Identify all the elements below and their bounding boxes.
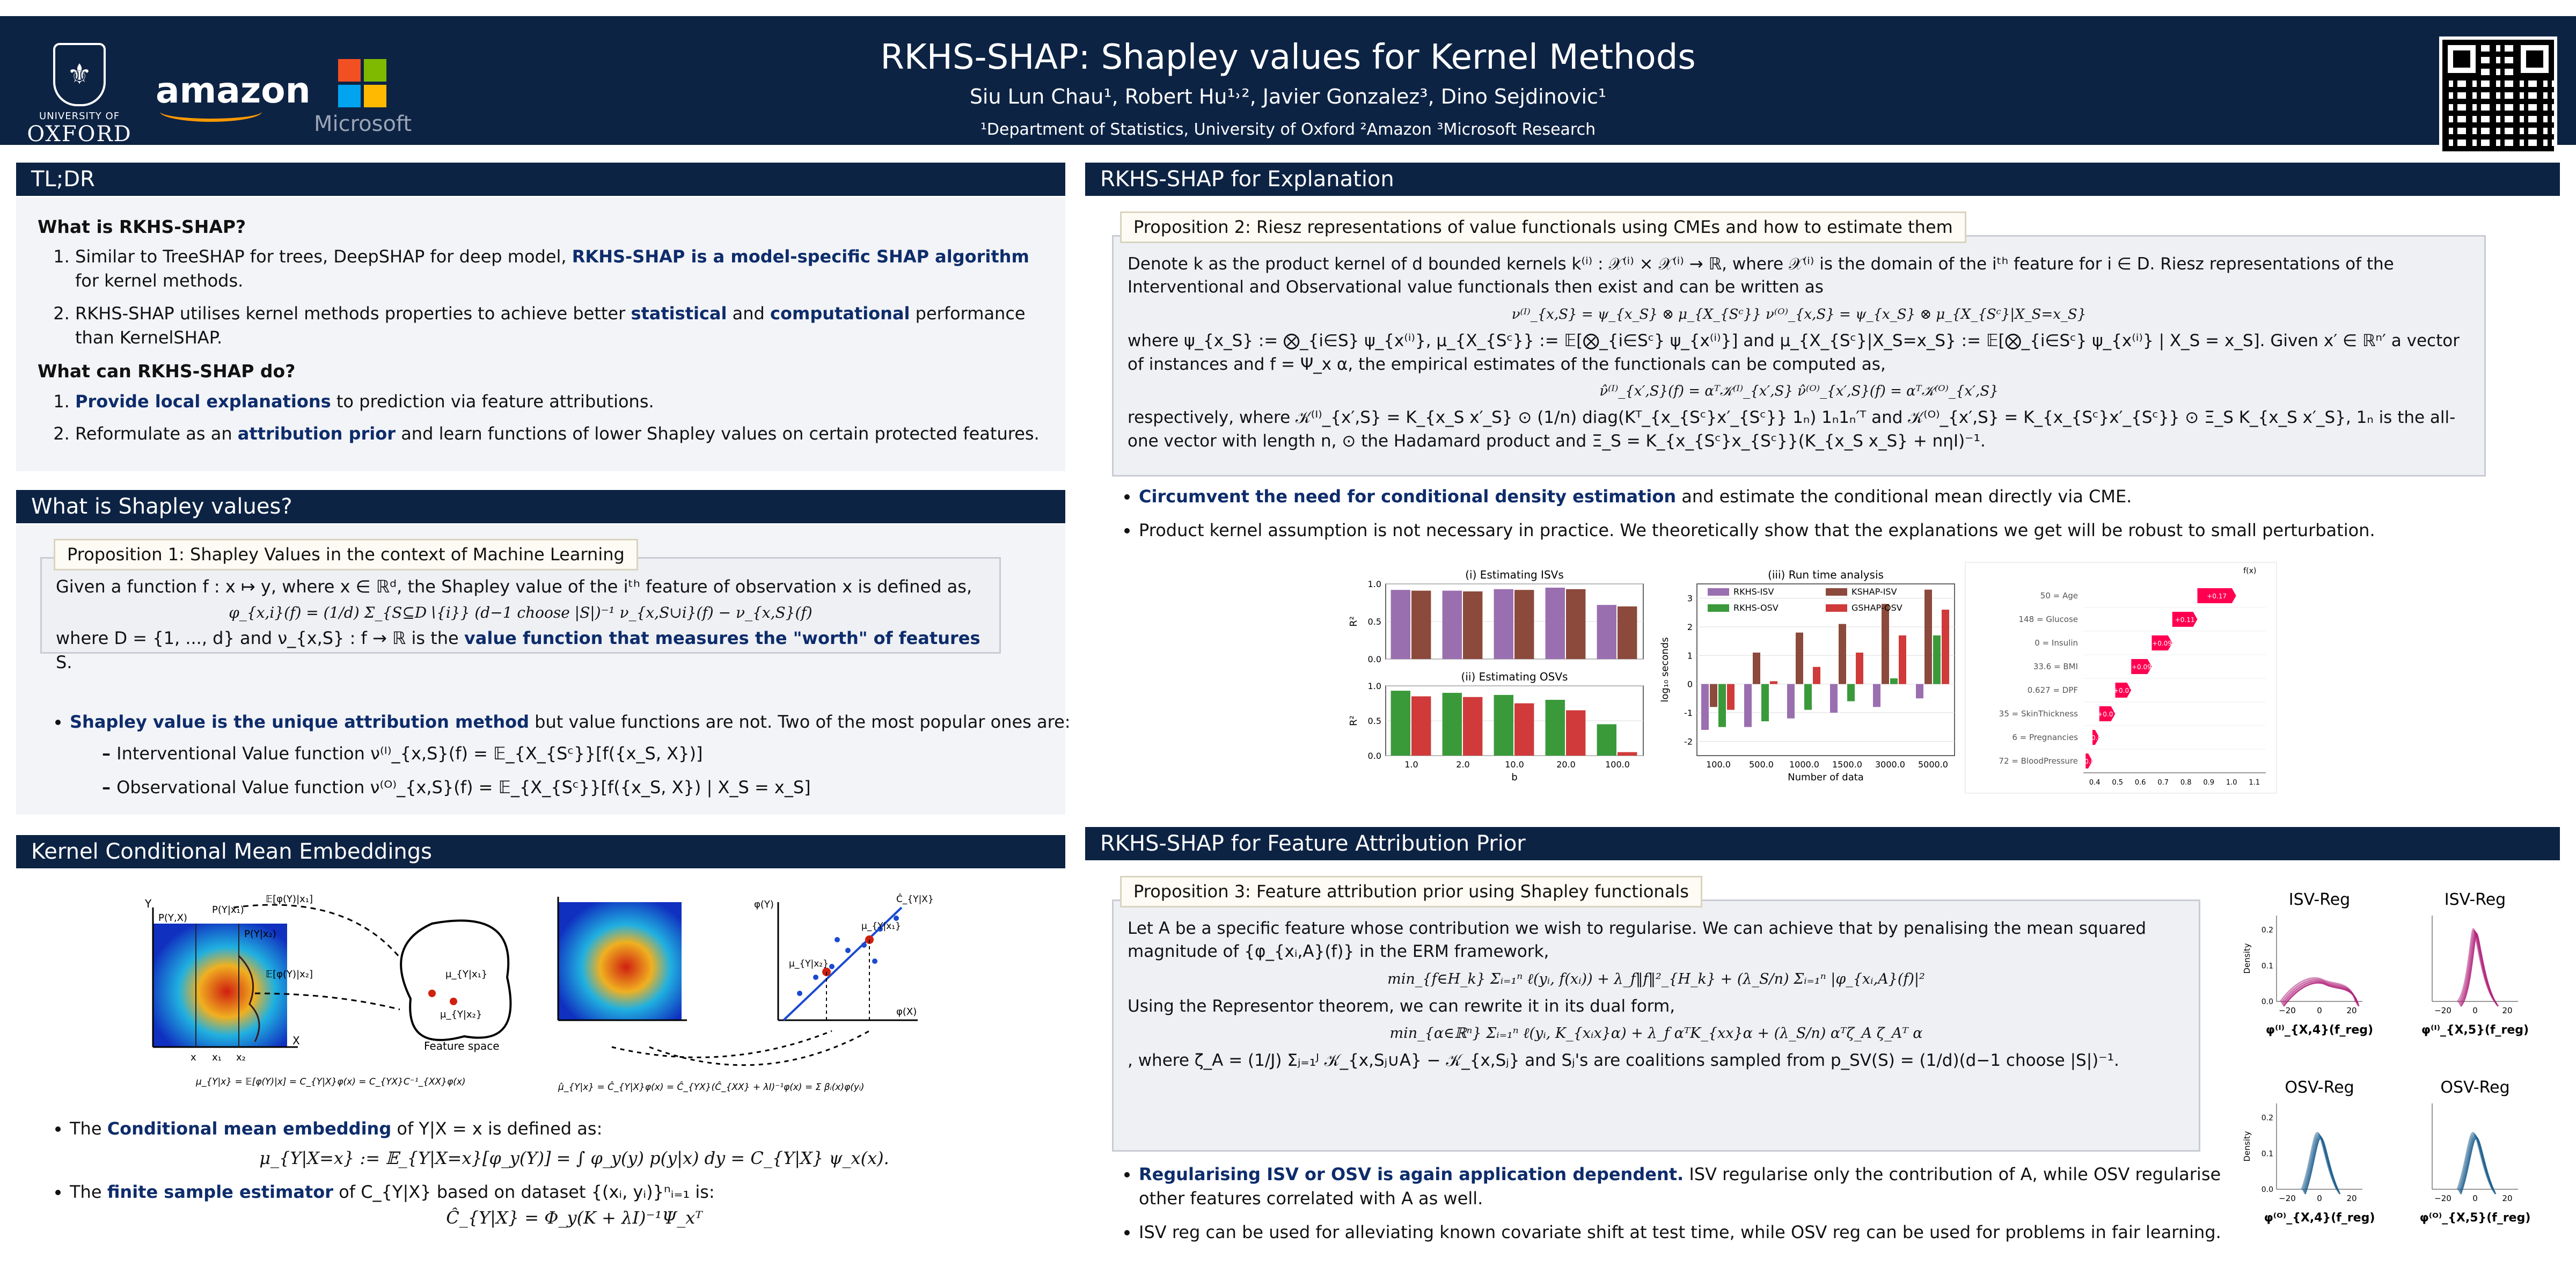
x-tick-label: −20 bbox=[2434, 1194, 2451, 1203]
bar bbox=[1761, 684, 1769, 721]
poster-title: RKHS-SHAP: Shapley values for Kernel Methods bbox=[880, 38, 1696, 77]
x-tick-label: 1.0 bbox=[2226, 779, 2237, 787]
contribution-label: +0.07 bbox=[2097, 711, 2118, 718]
bar bbox=[1916, 684, 1923, 699]
y-tick-label: 0 bbox=[1687, 679, 1693, 690]
cme-equation: μ_{Y|X=x} := 𝔼_{Y|X=x}[φ_y(Y)] = ∫ φ_y(y) p(y|x) dy = C_{Y|X} ψ_x(x). bbox=[259, 1147, 889, 1168]
list-item: • Shapley value is the unique attribution method but value functions are not. Two of the most popular ones are: – Interventional Value function ν⁽ᴵ⁾_{x,S}(f) = 𝔼_{X_{Sᶜ}}[f({x_S, X})] – Observational Value function ν⁽ᴼ⁾_{x,S}(f) = 𝔼_{X_{Sᶜ}}[f({x_S, X}) | X_S = x_S] bbox=[70, 710, 1079, 799]
fig-left-caption: μ_{Y|x} = 𝔼[φ(Y)|x] = C_{Y|X}φ(x) = C_{YX}C⁻¹_{XX}φ(x) bbox=[196, 1077, 466, 1087]
waterfall-title: f(x) bbox=[2243, 567, 2257, 575]
poster-header bbox=[0, 16, 2576, 145]
prop1-line2: where D = {1, ..., d} and ν_{x,S} : f → ℝ is the value function that measures the "worth" of features S. bbox=[56, 627, 980, 672]
oxford-logo-text: OXFORD bbox=[27, 122, 132, 147]
y-tick-label: 1.0 bbox=[1367, 579, 1381, 589]
kcme-bullets bbox=[38, 1117, 1079, 1240]
mu-x1-point bbox=[428, 990, 436, 997]
cme-estimator-equation: Ĉ_{Y|X} = Φ_y(K + λI)⁻¹Ψ_xᵀ bbox=[446, 1208, 702, 1228]
kcme-section bbox=[16, 870, 1065, 1278]
bar bbox=[1443, 693, 1462, 756]
bar bbox=[1890, 678, 1898, 684]
oxford-logo-small-text: UNIVERSITY OF bbox=[39, 111, 120, 122]
y-tick-label: 0.1 bbox=[2261, 1150, 2273, 1159]
list-item: • ISV reg can be used for alleviating known covariate shift at test time, while OSV reg can be used for problems in fair learning. bbox=[1139, 1220, 2239, 1245]
density-title: ISV-Reg bbox=[2444, 890, 2506, 909]
feature-label: 33.6 = BMI bbox=[2033, 662, 2078, 671]
fig-left-emb1-label: 𝔼[φ(Y)|x₁] bbox=[266, 894, 313, 905]
contribution-label: +0.11 bbox=[2175, 616, 2195, 624]
chart-title: (ii) Estimating OSVs bbox=[1461, 670, 1568, 683]
x-tick-label: 5000.0 bbox=[1918, 759, 1948, 770]
x-tick-label: 500.0 bbox=[1749, 759, 1774, 770]
y-axis-label: Density bbox=[2242, 943, 2252, 974]
fig-left-pyx-label: P(Y,X) bbox=[158, 912, 187, 924]
prior-bullets bbox=[1107, 1162, 2239, 1254]
feature-label: 50 = Age bbox=[2040, 591, 2078, 601]
prop3-paragraph-2: Using the Representor theorem, we can rewrite it in its dual form, bbox=[1128, 996, 1675, 1016]
y-tick-label: 1.0 bbox=[1367, 681, 1381, 691]
microsoft-logo-text: Microsoft bbox=[314, 112, 412, 136]
value-function-list bbox=[70, 742, 1079, 800]
x-tick-label: 1.0 bbox=[1404, 759, 1418, 770]
y-axis-label: Density bbox=[2242, 1131, 2252, 1162]
y-tick-label: 0.2 bbox=[2261, 1114, 2273, 1123]
x-tick-label: 10.0 bbox=[1505, 759, 1524, 770]
x-tick-label: 20 bbox=[2502, 1006, 2513, 1015]
list-item: • Product kernel assumption is not necessary in practice. We theoretically show that the explanations we get will be robust to small perturbation. bbox=[1139, 518, 2566, 543]
x-tick-label: −20 bbox=[2434, 1006, 2451, 1015]
x-tick-label: 0 bbox=[2317, 1194, 2322, 1203]
bar bbox=[1494, 589, 1513, 659]
fig-right-mu2-label: μ_{Y|x₂} bbox=[789, 958, 829, 969]
explain-bullets bbox=[1107, 485, 2566, 552]
fig-right-phiX-label: φ(X) bbox=[896, 1006, 917, 1018]
bar bbox=[1813, 667, 1820, 684]
density-x-label: φ⁽ᴼ⁾_{X,5}(f_reg) bbox=[2419, 1211, 2531, 1225]
poster-affiliations: ¹Department of Statistics, University of Oxford ²Amazon ³Microsoft Research bbox=[980, 120, 1596, 139]
bar bbox=[1804, 684, 1812, 710]
legend-swatch bbox=[1826, 604, 1847, 612]
density-title: OSV-Reg bbox=[2285, 1078, 2354, 1097]
proposition-1-title: Proposition 1: Shapley Values in the context of Machine Learning bbox=[54, 539, 638, 570]
bar bbox=[1839, 624, 1846, 684]
x-tick-label: 1.1 bbox=[2249, 779, 2260, 787]
bar bbox=[1463, 697, 1482, 756]
list-item: • The finite sample estimator of C_{Y|X} based on dataset {(xᵢ, yᵢ)}ⁿᵢ₌₁ is: Ĉ_{Y|X} = Φ_y(K + λI)⁻¹Ψ_xᵀ bbox=[70, 1180, 1079, 1231]
list-item: 2. Reformulate as an attribution prior and learn functions of lower Shapley values on certain protected features. bbox=[75, 422, 1044, 446]
y-axis-label: R² bbox=[1348, 616, 1359, 627]
bar bbox=[1411, 697, 1431, 756]
fig-left-x-label: x bbox=[191, 1052, 196, 1063]
x-tick-label: 0 bbox=[2317, 1006, 2322, 1015]
bar bbox=[1856, 653, 1863, 684]
y-tick-label: 0.0 bbox=[1367, 751, 1381, 761]
tldr-question-1: What is RKHS-SHAP? bbox=[38, 216, 246, 237]
bar bbox=[1566, 589, 1585, 659]
poster-authors: Siu Lun Chau¹, Robert Hu¹˒², Javier Gonzalez³, Dino Sejdinovic¹ bbox=[969, 85, 1607, 108]
contribution-label: +0.09 bbox=[2131, 663, 2151, 671]
bar bbox=[1618, 606, 1637, 659]
bar bbox=[1718, 684, 1726, 727]
chart-title: (i) Estimating ISVs bbox=[1465, 568, 1564, 581]
fig-left-X-label: X bbox=[292, 1034, 300, 1047]
bar bbox=[1618, 752, 1637, 756]
legend-label: RKHS-OSV bbox=[1733, 603, 1779, 613]
y-tick-label: 1 bbox=[1687, 650, 1693, 661]
x-tick-label: 100.0 bbox=[1605, 759, 1630, 770]
list-item: 1. Similar to TreeSHAP for trees, DeepSHAP for deep model, RKHS-SHAP is a model-specific SHAP algorithm for kernel methods. bbox=[75, 245, 1044, 293]
fig-left-emb2-label: 𝔼[φ(Y)|x₂] bbox=[266, 969, 313, 980]
density-x-label: φ⁽ᴵ⁾_{X,4}(f_reg) bbox=[2265, 1023, 2374, 1037]
proposition-1-box bbox=[40, 557, 1001, 672]
tldr-section bbox=[16, 197, 1065, 471]
list-item: 1. Provide local explanations to prediction via feature attributions. bbox=[75, 390, 1044, 414]
estimate-equation: ν̂⁽ᴵ⁾_{x′,S}(f) = αᵀ𝒦⁽ᴵ⁾_{x′,S} ν̂⁽ᴼ⁾_{x′,S}(f) = αᵀ𝒦⁽ᴼ⁾_{x′,S} bbox=[1599, 383, 1999, 399]
bar bbox=[1830, 684, 1838, 713]
fig-left-x1-label: x₁ bbox=[212, 1052, 222, 1063]
list-item: • Regularising ISV or OSV is again application dependent. ISV regularise only the contribution of A, while OSV regularise other features correlated with A as well. bbox=[1139, 1162, 2239, 1211]
y-tick-label: 3 bbox=[1687, 593, 1693, 604]
density-curve bbox=[2282, 981, 2358, 1005]
mapping-arrow-2 bbox=[649, 1031, 869, 1065]
bar bbox=[1899, 635, 1906, 684]
tldr-list-2 bbox=[38, 390, 1044, 447]
prior-section bbox=[1085, 862, 2560, 1280]
y-tick-label: 0.2 bbox=[2261, 926, 2273, 935]
shapley-heading: What is Shapley values? bbox=[16, 490, 1065, 523]
fig-left-mu2-label: μ_{Y|x₂} bbox=[440, 1009, 482, 1020]
feature-space-blob bbox=[401, 920, 510, 1040]
y-tick-label: -1 bbox=[1684, 708, 1693, 718]
legend-label: KSHAP-ISV bbox=[1851, 587, 1897, 597]
prop3-paragraph-3: , where ζ_A = (1/J) Σⱼ₌₁ᴶ 𝒦_{x,Sⱼ∪A} − 𝒦_{x,Sⱼ} and Sⱼ's are coalitions sampled from p_SV(S) = (1/d)(d−1 choose |S|)⁻¹. bbox=[1128, 1050, 2119, 1070]
prop2-paragraph-2: where ψ_{x_S} := ⨂_{i∈S} ψ_{x⁽ⁱ⁾}, μ_{X_{Sᶜ}} := 𝔼[⨂_{i∈Sᶜ} ψ_{x⁽ⁱ⁾}] and μ_{X_{Sᶜ}|X_S=x_S} := 𝔼[⨂_{i∈Sᶜ} ψ_{x⁽ⁱ⁾} | X_S = x_S]. Given x′ ∈ ℝⁿ′ a vector of instances and f = Ψ_x α, the empirical estimates of the functionals can be computed as, bbox=[1128, 331, 2460, 374]
chart-title: (iii) Run time analysis bbox=[1768, 568, 1884, 581]
bar bbox=[1597, 605, 1616, 659]
y-tick-label: 0.5 bbox=[1367, 617, 1381, 627]
bar bbox=[1942, 610, 1949, 684]
y-tick-label: -2 bbox=[1684, 736, 1693, 747]
bar bbox=[1847, 684, 1855, 701]
fig-left-y-label: Y bbox=[145, 897, 152, 910]
legend-label: GSHAP-OSV bbox=[1851, 603, 1902, 613]
bar bbox=[1744, 684, 1752, 727]
list-item: • The Conditional mean embedding of Y|X = x is defined as: μ_{Y|X=x} := 𝔼_{Y|X=x}[φ_y(Y)] = ∫ φ_y(y) p(y|x) dy = C_{Y|X} ψ_x(x). bbox=[70, 1117, 1079, 1170]
x-tick-label: 0.9 bbox=[2203, 779, 2215, 787]
list-item: 2. RKHS-SHAP utilises kernel methods properties to achieve better statistical and computational performance than KernelSHAP. bbox=[75, 302, 1044, 350]
density-x-label: φ⁽ᴼ⁾_{X,4}(f_reg) bbox=[2264, 1211, 2375, 1225]
x-tick-label: 20.0 bbox=[1556, 759, 1576, 770]
bar bbox=[1391, 691, 1410, 756]
feature-label: 35 = SkinThickness bbox=[1999, 709, 2078, 719]
bar bbox=[1770, 681, 1777, 684]
fig-right-caption: μ̂_{Y|x} = Ĉ_{Y|X}φ(x) = Ĉ_{YX}(Ĉ_{XX} + λI)⁻¹φ(x) = Σ βᵢ(x)φ(yᵢ) bbox=[558, 1082, 865, 1093]
joint-density-heatmap-2 bbox=[558, 902, 682, 1020]
list-item: – Interventional Value function ν⁽ᴵ⁾_{x,S}(f) = 𝔼_{X_{Sᶜ}}[f({x_S, X})] bbox=[102, 742, 1079, 766]
density-title: ISV-Reg bbox=[2288, 890, 2351, 909]
bar bbox=[1933, 635, 1941, 684]
x-tick-label: −20 bbox=[2279, 1194, 2296, 1203]
density-title: OSV-Reg bbox=[2440, 1078, 2510, 1097]
contribution-label: +0.09 bbox=[2152, 640, 2172, 647]
shapley-bullets bbox=[38, 710, 1079, 809]
kcme-heading: Kernel Conditional Mean Embeddings bbox=[16, 835, 1065, 868]
proposition-3-box bbox=[1112, 899, 2200, 1152]
x-tick-label: 0.8 bbox=[2180, 779, 2192, 787]
fig-left-x2-label: x₂ bbox=[236, 1052, 246, 1063]
mu-x2-point bbox=[450, 998, 457, 1005]
prior-heading: RKHS-SHAP for Feature Attribution Prior bbox=[1085, 827, 2560, 860]
y-tick-label: 2 bbox=[1687, 622, 1693, 632]
contribution-label: +0.17 bbox=[2207, 592, 2227, 600]
bar bbox=[1391, 590, 1410, 659]
legend-swatch bbox=[1826, 588, 1847, 596]
fig-left-py2-label: P(Y|x₂) bbox=[244, 928, 276, 940]
y-tick-label: 0.0 bbox=[1367, 654, 1381, 664]
bar bbox=[1710, 684, 1717, 707]
feature-label: 0.627 = DPF bbox=[2027, 685, 2078, 695]
bar bbox=[1753, 653, 1760, 684]
chart-isv bbox=[1348, 568, 1649, 670]
prop3-paragraph-1: Let A be a specific feature whose contribution we wish to regularise. We can achieve that by penalising the mean squared magnitude of {φ_{xᵢ,A}(f)} in the ERM framework, bbox=[1128, 919, 2147, 962]
fig-right-phiY-label: φ(Y) bbox=[754, 899, 774, 910]
chart-waterfall bbox=[1965, 562, 2277, 793]
bar bbox=[1546, 700, 1565, 756]
y-axis-label: R² bbox=[1348, 715, 1359, 726]
bar bbox=[1727, 684, 1735, 710]
amazon-logo-text: amazon bbox=[156, 70, 311, 111]
tldr-heading: TL;DR bbox=[16, 163, 1065, 196]
list-item: – Observational Value function ν⁽ᴼ⁾_{x,S}(f) = 𝔼_{X_{Sᶜ}}[f({x_S, X}) | X_S = x_S] bbox=[102, 775, 1079, 800]
tldr-list-1 bbox=[38, 245, 1044, 349]
bar bbox=[1514, 704, 1534, 756]
bar bbox=[1873, 684, 1880, 707]
joint-density-heatmap bbox=[153, 924, 287, 1047]
x-tick-label: 0.4 bbox=[2089, 779, 2101, 787]
x-tick-label: −20 bbox=[2279, 1006, 2296, 1015]
bar bbox=[1566, 711, 1585, 756]
prop2-paragraph-3: respectively, where 𝒦⁽ᴵ⁾_{x′,S} = K_{x_S x′_S} ⊙ (1/n) diag(Kᵀ_{x_{Sᶜ}x′_{Sᶜ}} 1ₙ) 1ₙ1ₙ′ᵀ and 𝒦⁽ᴼ⁾_{x′,S} = K_{x_{Sᶜ}x′_{Sᶜ}} ⊙ Ξ_S K_{x_S x′_S}, 1ₙ is the all-one vector with length n, ⊙ the Hadamard product and Ξ_S = K_{x_{Sᶜ}x_{Sᶜ}}(K_{x_S x_S} + nηI)⁻¹. bbox=[1128, 408, 2456, 451]
feature-space-label: Feature space bbox=[424, 1040, 500, 1052]
proposition-2-box bbox=[1112, 235, 2486, 477]
dual-equation: min_{α∈ℝⁿ} Σᵢ₌₁ⁿ ℓ(yᵢ, K_{xᵢx}α) + λ_f αᵀK_{xx}α + (λ_S/n) αᵀζ_A ζ_Aᵀ α bbox=[1389, 1024, 1923, 1042]
bar bbox=[1443, 591, 1462, 659]
feature-label: 148 = Glucose bbox=[2018, 614, 2078, 624]
bar bbox=[1494, 695, 1513, 756]
density-plots bbox=[2239, 883, 2550, 1270]
y-tick-label: 0.5 bbox=[1367, 716, 1381, 726]
bar bbox=[1411, 591, 1431, 659]
fig-right-C-label: Ĉ_{Y|X} bbox=[896, 894, 934, 905]
x-tick-label: 1500.0 bbox=[1832, 759, 1862, 770]
proposition-3-title: Proposition 3: Feature attribution prior using Shapley functionals bbox=[1120, 876, 1702, 908]
riesz-equation: ν⁽ᴵ⁾_{x,S} = ψ_{x_S} ⊗ μ_{X_{Sᶜ}} ν⁽ᴼ⁾_{x,S} = ψ_{x_S} ⊗ μ_{X_{Sᶜ}|X_S=x_S} bbox=[1511, 306, 2087, 323]
feature-label: 6 = Pregnancies bbox=[2012, 733, 2078, 742]
bar bbox=[1796, 633, 1803, 684]
tldr-question-2: What can RKHS-SHAP do? bbox=[38, 361, 296, 382]
y-tick-label: 0.0 bbox=[2261, 998, 2273, 1006]
x-tick-label: 100.0 bbox=[1706, 759, 1731, 770]
prop2-paragraph-1: Denote k as the product kernel of d bounded kernels k⁽ⁱ⁾ : 𝒳⁽ⁱ⁾ × 𝒳⁽ⁱ⁾ → ℝ, where 𝒳⁽ⁱ⁾ is the domain of the iᵗʰ feature for i ∈ D. Riesz representations of the Interventional and Observational value functionals then exist and can be written as bbox=[1128, 254, 2394, 297]
density-x-label: φ⁽ᴵ⁾_{X,5}(f_reg) bbox=[2421, 1023, 2529, 1037]
x-tick-label: 20 bbox=[2502, 1194, 2513, 1203]
bar bbox=[1546, 588, 1565, 659]
y-tick-label: 0.0 bbox=[2261, 1185, 2273, 1194]
legend-label: RKHS-ISV bbox=[1733, 587, 1774, 597]
kcme-figure-left bbox=[131, 886, 539, 1095]
legend-swatch bbox=[1708, 604, 1729, 612]
shapley-section bbox=[16, 525, 1071, 815]
x-tick-label: 0 bbox=[2472, 1006, 2478, 1015]
x-tick-label: 0.5 bbox=[2112, 779, 2124, 787]
fig-right-mu1-label: μ_{Y|x₁} bbox=[861, 921, 901, 932]
x-tick-label: 2.0 bbox=[1456, 759, 1470, 770]
y-axis-label: log₁₀ seconds bbox=[1659, 637, 1671, 702]
x-tick-label: 1000.0 bbox=[1789, 759, 1819, 770]
legend-swatch bbox=[1708, 588, 1729, 596]
contribution-label: +0.03 bbox=[2085, 734, 2106, 742]
chart-osv bbox=[1348, 670, 1649, 793]
fig-left-mu1-label: μ_{Y|x₁} bbox=[445, 969, 488, 980]
x-tick-label: 0 bbox=[2472, 1194, 2478, 1203]
y-tick-label: 0.1 bbox=[2261, 962, 2273, 971]
mapping-arrow-1 bbox=[612, 1031, 832, 1057]
list-item: • Circumvent the need for conditional density estimation and estimate the conditional mean directly via CME. bbox=[1139, 485, 2566, 509]
x-tick-label: 20 bbox=[2346, 1194, 2357, 1203]
bar bbox=[1924, 590, 1932, 684]
x-axis-label: b bbox=[1511, 772, 1518, 783]
feature-label: 0 = Insulin bbox=[2035, 638, 2078, 648]
bar bbox=[1787, 684, 1795, 719]
x-tick-label: 20 bbox=[2346, 1006, 2357, 1015]
bar bbox=[1463, 591, 1482, 659]
x-tick-label: 0.7 bbox=[2157, 779, 2169, 787]
prop1-line1: Given a function f : x ↦ y, where x ∈ ℝᵈ, the Shapley value of the iᵗʰ feature of observation x is defined as, bbox=[56, 576, 972, 597]
contribution-label: +0.03 bbox=[2079, 758, 2099, 765]
fig-left-py1-label: P(Y|x₁) bbox=[212, 904, 244, 916]
x-tick-label: 3000.0 bbox=[1875, 759, 1905, 770]
shapley-equation: φ_{x,i}(f) = (1/d) Σ_{S⊆D∖{i}} (d−1 choose |S|)⁻¹ ν_{x,S∪i}(f) − ν_{x,S}(f) bbox=[229, 603, 813, 621]
chart-runtime bbox=[1659, 568, 1960, 793]
x-axis-label: Number of data bbox=[1788, 772, 1864, 783]
crest-icon: ⚜ bbox=[53, 43, 106, 106]
bar bbox=[1514, 590, 1534, 659]
explain-section bbox=[1085, 197, 2560, 809]
explain-heading: RKHS-SHAP for Explanation bbox=[1085, 163, 2560, 196]
x-tick-label: 0.6 bbox=[2134, 779, 2146, 787]
kcme-figure-right bbox=[547, 886, 934, 1095]
bar bbox=[1597, 724, 1616, 756]
qr-code-icon[interactable] bbox=[2439, 36, 2557, 155]
bar bbox=[1882, 604, 1889, 684]
bar bbox=[1701, 684, 1709, 730]
proposition-2-title: Proposition 2: Riesz representations of value functionals using CMEs and how to estimate them bbox=[1120, 211, 1966, 243]
contribution-label: +0.07 bbox=[2113, 687, 2133, 694]
erm-equation: min_{f∈H_k} Σᵢ₌₁ⁿ ℓ(yᵢ, f(xᵢ)) + λ_f‖f‖²_{H_k} + (λ_S/n) Σᵢ₌₁ⁿ |φ_{xᵢ,A}(f)|² bbox=[1387, 970, 1925, 987]
feature-label: 72 = BloodPressure bbox=[1999, 756, 2078, 766]
